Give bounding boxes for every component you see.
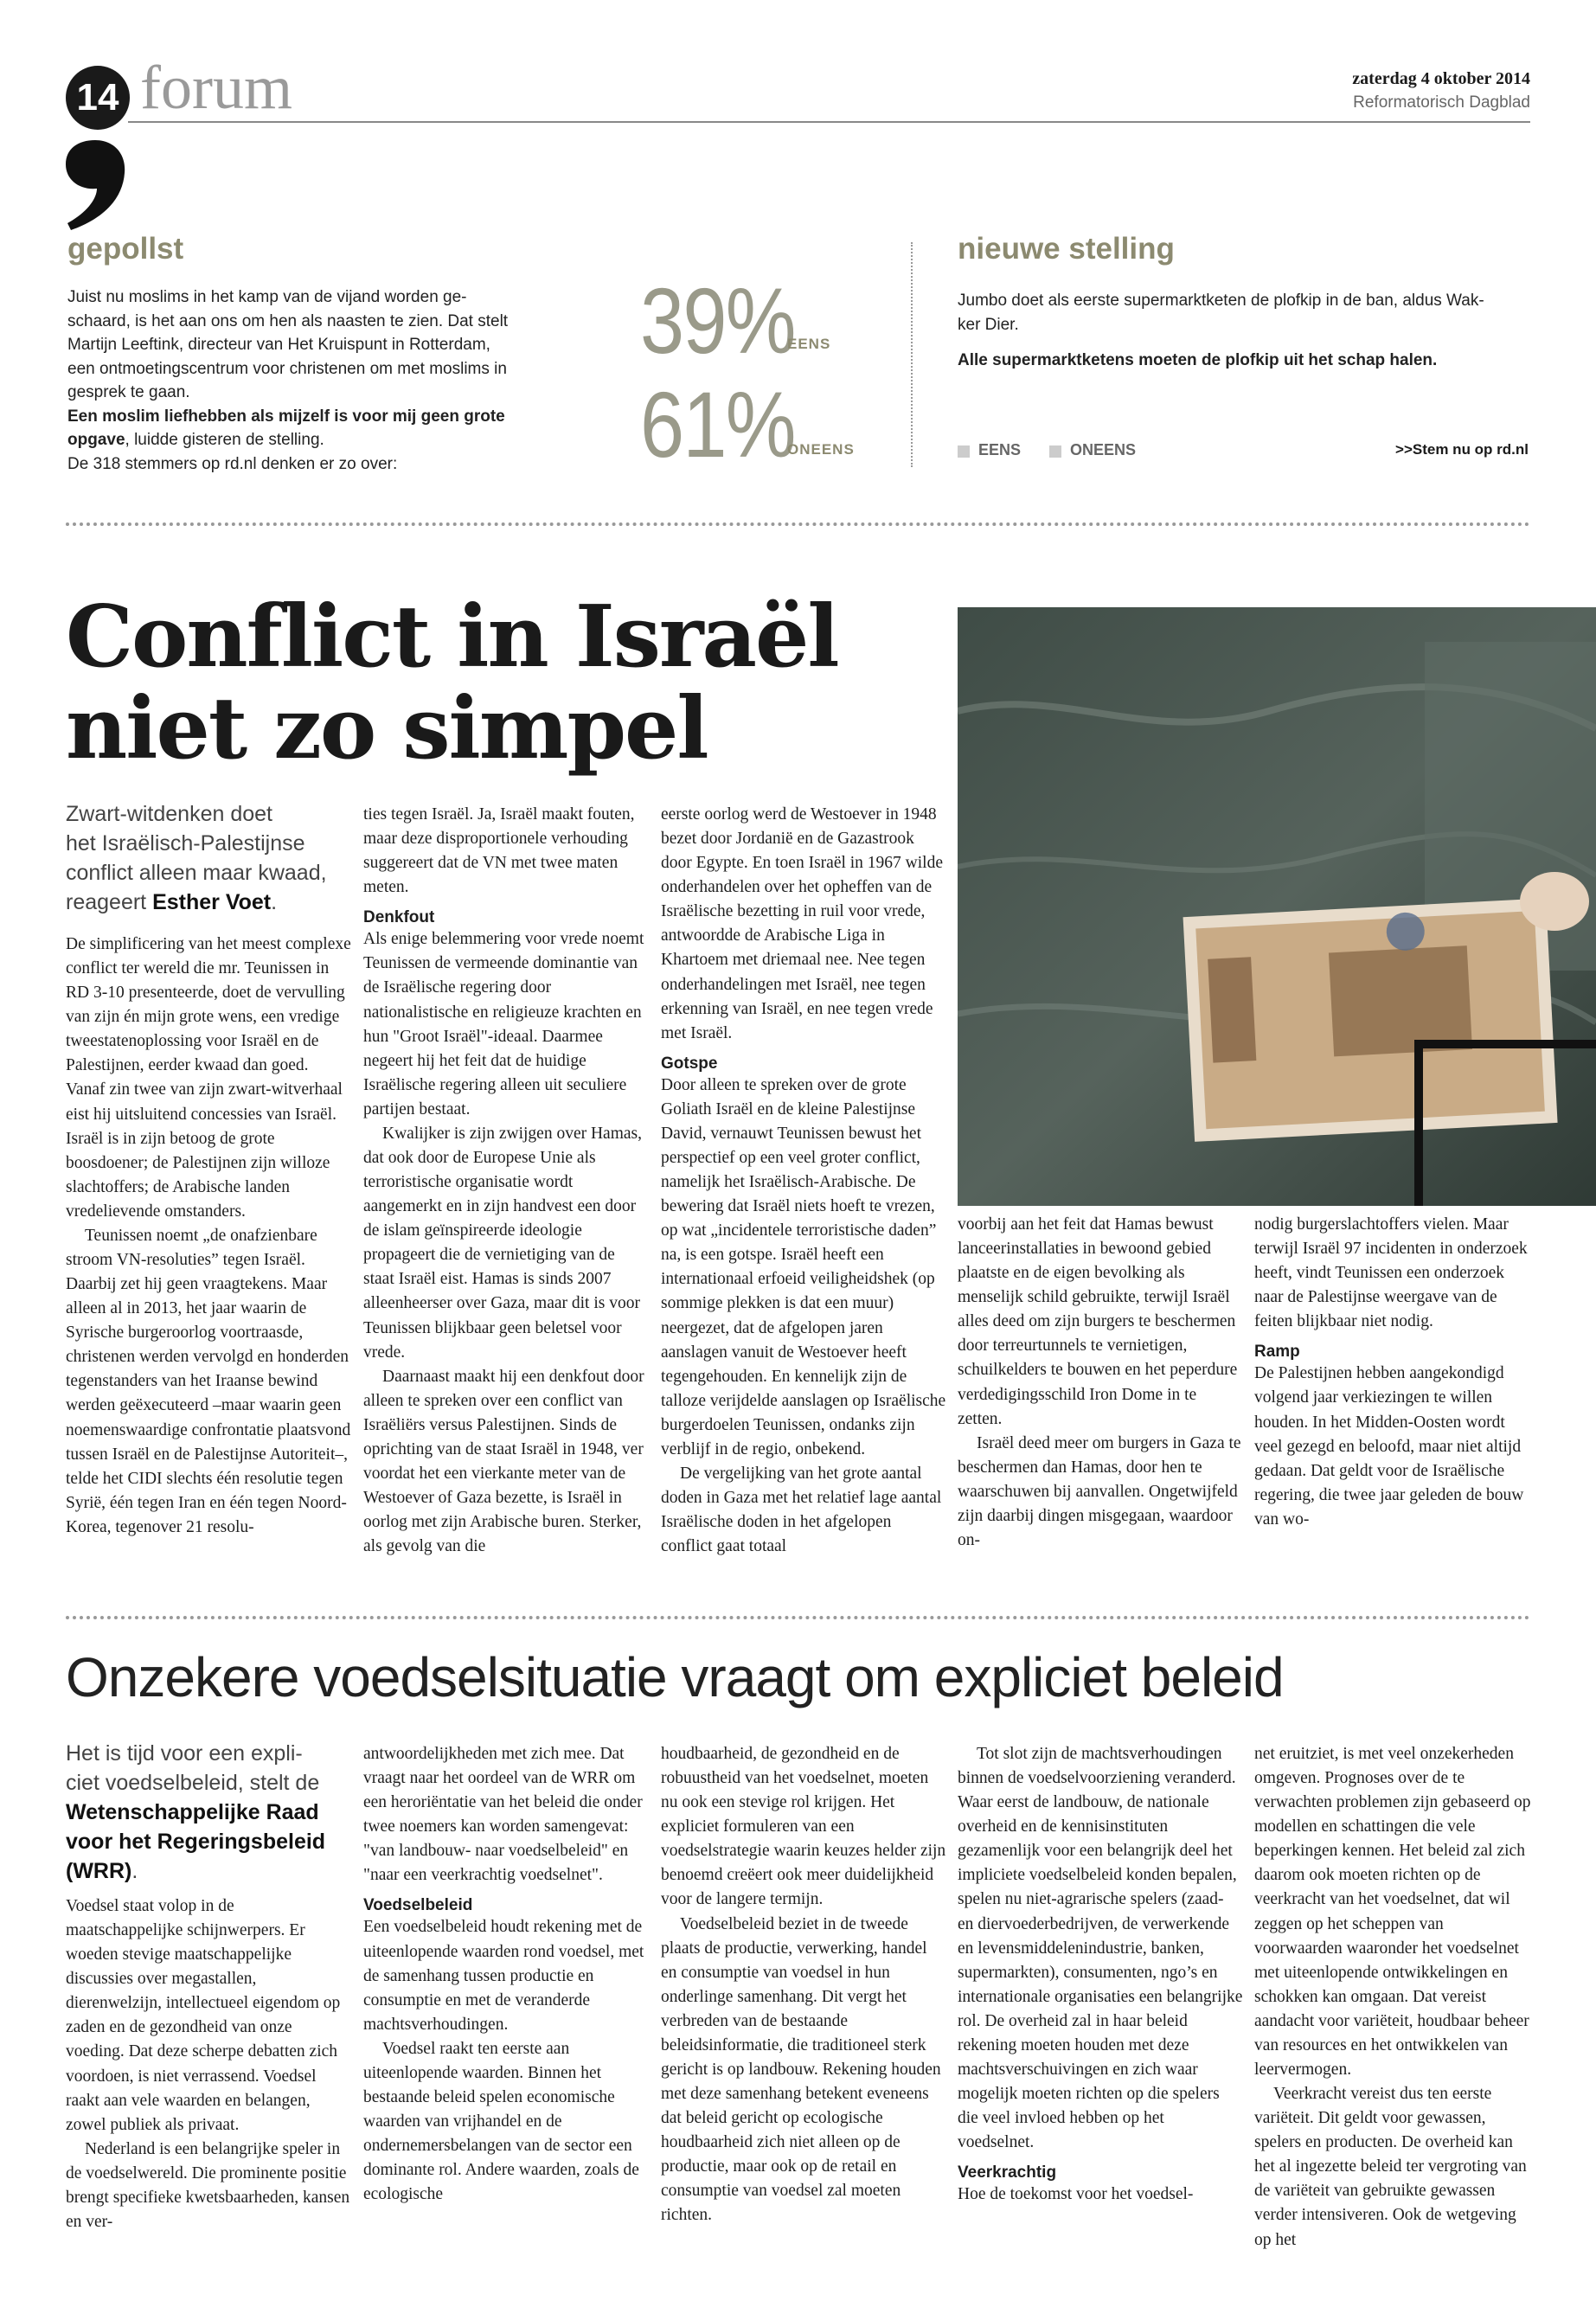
- new-statement: Alle supermarktketens moeten de plofkip uit het schap halen.: [958, 351, 1438, 370]
- subheading-voedselbeleid: Voedselbeleid: [363, 1896, 473, 1915]
- section-divider: [66, 522, 1530, 526]
- poll-title: gepollst: [67, 232, 184, 266]
- section-title: forum: [140, 53, 292, 122]
- header-rule: [128, 121, 1530, 123]
- poll-divider: [911, 242, 913, 467]
- article2-col2: antwoordelijkheden met zich mee. Dat vraagt naar het oordeel van de WRR om een heroriëntatie van het beleid die onder twee noemers kan worden samengevat: "van landbouw- naar voedselbeleid" en "naar een veerkrachtig voedselnet". Voedselbeleid Een voedselbeleid houdt rekening met de uiteenlopende waarden rond voedsel, met de samenhang tussen productie en consumptie en met de veranderde machtsverhoudingen. Voedsel raakt ten eerste aan uiteenlopende waarden. Binnen het bestaande beleid spelen economische waarden van vrijhandel en de ondernemersbelangen van de sector een dominante rol. Andere waarden, zoals de ecologische: [363, 1742, 649, 2207]
- subheading-veerkrachtig: Veerkrachtig: [958, 2163, 1057, 2182]
- vote-agree-option[interactable]: EENS: [958, 441, 1021, 459]
- article1-headline: Conflict in Israël niet zo simpel: [66, 587, 838, 779]
- article2-col1: Voedsel staat volop in de maatschappelijke schijnwerpers. Er woeden stevige maatschappelijke discussies over megastallen, dierenwelzijn, intellectueel eigendom op zaden en de gezondheid van onze voeding. Dat deze scherpe debatten zich voordoen, is niet verrassend. Voedsel raakt aan vele waarden en belangen, zowel publiek als privaat. Nederland is een belangrijke speler in de voedselwereld. Die prominente positie brengt specifieke kwetsbaarheden, kansen en ver-: [66, 1897, 350, 2232]
- poll-voters: De 318 stemmers op rd.nl denken er zo over:: [67, 454, 398, 473]
- page-number: 14: [66, 66, 130, 130]
- new-statement-title: nieuwe stelling: [958, 232, 1175, 266]
- article1-col2: ties tegen Israël. Ja, Israël maakt fouten, maar deze disproportionele verhouding suggereert dat de VN met twee maten meten. Denkfout Als enige belemmering voor vrede noemt Teunissen de vermeende dominantie van de Israëlische regering door nationalistische en religieuze krachten en hun "Groot Israël"-ideaal. Daarmee negeert hij het feit dat de huidige Israëlische regering alleen uit seculiere partijen bestaat. Kwalijker is zijn zwijgen over Hamas, dat ook door de Europese Unie als terroristische organisatie wordt aangemerkt en in zijn handvest een door de islam geïnspireerde ideologie propageert die de vernietiging van de staat Israël eist. Hamas is sinds 2007 alleenheerser over Gaza, maar dit is voor Teunissen blijkbaar geen beletsel voor vrede. Daarnaast maakt hij een denkfout door alleen te spreken over een conflict van Israëliërs versus Palestijnen. Sinds de oprichting van de staat Israël in 1948, ver voordat het een vierkante meter van de Westoever of Gaza bezette, is Israël in oorlog met zijn Arabische buren. Sterker, als gevolg van die: [363, 803, 649, 1559]
- publication-name: Reformatorisch Dagblad: [1353, 93, 1530, 112]
- author-name: Esther Voet: [152, 890, 272, 914]
- subheading-denkfout: Denkfout: [363, 908, 435, 927]
- subheading-ramp: Ramp: [1254, 1343, 1300, 1362]
- article1-col5: nodig burgerslachtoffers vielen. Maar terwijl Israël 97 incidenten in onderzoek heeft, vindt Teunissen een onderzoek naar de Palestijnse weergave van de feiten blijkbaar niet nodig. Ramp De Palestijnen hebben aangekondigd volgend jaar verkiezingen te willen houden. In het Midden-Oosten wordt veel gezegd en beloofd, maar niet altijd gedaan. Dat geldt voor de Israëlische regering, die twee jaar geleden de bouw van wo-: [1254, 1213, 1531, 1532]
- comma-icon: [61, 137, 130, 232]
- article1-col4: voorbij aan het feit dat Hamas bewust lanceerinstallaties in bewoond gebied plaatste en de eigen bevolking als menselijk schild gebruikte, terwijl Israël alles deed om zijn burgers te beschermen door terreurtunnels te vernietigen, schuilkelders te bouwen en het peperdure verdedigingsschild Iron Dome in te zetten. Israël deed meer om burgers in Gaza te beschermen dan Hamas, door hen te waarschuwen bij aanvallen. Ongetwijfeld zijn daarbij dingen misgegaan, waardoor on-: [958, 1215, 1241, 1550]
- poll-text: Juist nu moslims in het kamp van de vijand worden ge- schaard, is het aan ons om hen als naasten te zien. Dat stelt Martijn Leeftink, directeur van Het Kruispunt in Rotterdam, een ontmoetingscentrum voor christenen om met moslims in gesprek te gaan. Een moslim liefhebben als mijzelf is voor mij geen grote opgave, luidde gisteren de stelling. De 318 stemmers op rd.nl denken er zo over:: [67, 285, 569, 476]
- vote-disagree-option[interactable]: ONEENS: [1049, 441, 1136, 459]
- agree-percentage: 39%: [640, 268, 795, 373]
- poll-statement: Een moslim liefhebben als mijzelf is voor mij geen grote: [67, 407, 505, 426]
- article1-col1: De simplificering van het meest complexe conflict ter wereld die mr. Teunissen in RD 3-10 presenteerde, doet de vervulling van zijn én mijn grote wens, een vredige tweestatenoplossing voor Israël en de Palestijnen, eerder kwaad dan goed. Vanaf zin twee van zijn zwart-witverhaal eist hij uitsluitend concessies van Israël. Israël is in zijn betoog de grote boosdoener; de Palestijnen zijn willoze slachtoffers; de Arabische landen vredelievende omstanders. Teunissen noemt „de onafzienbare stroom VN-resoluties” tegen Israël. Daarbij zet hij geen vraagtekens. Maar alleen al in 2013, het jaar waarin de Syrische burgeroorlog voortraasde, christenen werden vervolgd en honderden tegenstanders van het Iraanse bewind werden geëxecuteerd –maar waarin geen noemenswaardige confrontatie plaatsvond tussen Israël en de Palestijnse Autoriteit–, telde het CIDI slechts één resolutie tegen Syrië, één tegen Iran en één tegen Noord-Korea, tegenover 21 resolu-: [66, 935, 351, 1536]
- article1-col3: eerste oorlog werd de Westoever in 1948 bezet door Jordanië en de Gazastrook door Egypte. En toen Israël in 1967 wilde onderhandelen over het opheffen van de Israëlische bezetting in ruil voor vrede, antwoordde de Arabische Liga in Khartoem met driemaal nee. Nee tegen onderhandelingen met Israël, nee tegen erkenning van Israël, en nee tegen vrede met Israël. Gotspe Door alleen te spreken over de grote Goliath Israël en de kleine Palestijnse David, vernauwt Teunissen bewust het perspectief op een veel groter conflict, namelijk het Israëlisch-Arabische. De bewering dat Israël niets hoeft te vrezen, op wat „incidentele terroristische daden” na, is een gotspe. Israël heeft een internationaal erfoeid veiligheidshek (op sommige plekken is dat een muur) neergezet, dat de afgelopen jaren aanslagen vanuit de Westoever heeft tegengehouden. En kennelijk zijn de talloze verijdelde aanslagen op Israëlische burgerdoelen Teunissen, ondanks zijn verblijf in de regio, onbekend. De vergelijking van het grote aantal doden in Gaza met het relatief lage aantal Israëlische doden in het afgelopen conflict gaat totaal: [661, 805, 946, 1556]
- article2-col3: houdbaarheid, de gezondheid en de robuustheid van het voedselnet, moeten nu ook een stevige rol krijgen. Het expliciet formuleren van een voedselstrategie waarin keuzes helder zijn benoemd creëert ook meer duidelijkheid voor de langere termijn. Voedselbeleid beziet in de tweede plaats de productie, verwerking, handel en consumptie van voedsel in hun onderlinge samenhang. Dit vergt het verbreden van de bestaande beleidsinformatie, die traditioneel sterk gericht is op landbouw. Rekening houden met deze samenhang betekent eveneens dat beleid gericht op ecologische houdbaarheid zich niet alleen op de productie, maar ook op de retail en consumptie van voedsel zal moeten richten.: [661, 1745, 946, 2225]
- article1-intro: Zwart-witdenken doet het Israëlisch-Palestijnse conflict alleen maar kwaad, reageert Esther Voet.: [66, 802, 327, 914]
- section-divider: [66, 1616, 1530, 1619]
- new-statement-text: Jumbo doet als eerste supermarktketen de plofkip in de ban, aldus Wak- ker Dier. Alle supermarktketens moeten de plofkip uit het schap halen.: [958, 289, 1533, 373]
- article2-col5: net eruitziet, is met veel onzekerheden omgeven. Prognoses over de te verwachten problemen zijn gebaseerd op modellen en schattingen die vele beperkingen kennen. Het beleid zal zich daarom ook moeten richten op de veerkracht van het voedselnet, dat wil zeggen op het scheppen van voorwaarden waaronder het voedselnet met uiteenlopende ontwikkelingen en schokken kan omgaan. Dat vereist aandacht voor variëteit, houdbaar beheer van resources en het ontwikkelen van leervermogen. Veerkracht vereist dus ten eerste variëteit. Dit geldt voor gewassen, spelers en producten. De overheid kan het al ingezette beleid ter vergroting van de variëteit van gebruikte gewassen verder intensiveren. Ook de wetgeving op het: [1254, 1745, 1531, 2249]
- disagree-label: ONEENS: [787, 441, 855, 458]
- agree-label: EENS: [787, 336, 831, 352]
- subheading-gotspe: Gotspe: [661, 1054, 718, 1073]
- vote-link[interactable]: >>Stem nu op rd.nl: [1395, 441, 1529, 458]
- article2-intro: Het is tijd voor een expli- ciet voedselbeleid, stelt de Wetenschappelijke Raad voor het Regeringsbeleid (WRR).: [66, 1741, 326, 1883]
- checkbox-icon[interactable]: [1049, 445, 1061, 458]
- issue-date: zaterdag 4 oktober 2014: [1352, 69, 1530, 88]
- article2-col4: Tot slot zijn de machtsverhoudingen binnen de voedselvoorziening veranderd. Waar eerst de landbouw, de nationale overheid en de kennisinstituten gezamenlijk voor een belangrijk deel het impliciete voedselbeleid konden bepalen, spelen nu niet-agrarische spelers (zaad- en diervoederbedrijven, de verwerkende en levensmiddelenindustrie, banken, supermarkten), consumenten, ngo’s en internationale organisaties een belangrijke rol. De overheid zal in haar beleid rekening moeten houden met deze machtsverschuivingen en zich waar mogelijk moeten richten op die spelers die veel invloed hebben op het voedselnet. Veerkrachtig Hoe de toekomst voor het voedsel-: [958, 1745, 1243, 2204]
- article1-photo: [958, 607, 1596, 1206]
- disagree-percentage: 61%: [640, 372, 795, 477]
- checkbox-icon[interactable]: [958, 445, 970, 458]
- article2-headline: Onzekere voedselsituatie vraagt om expliciet beleid: [66, 1646, 1284, 1708]
